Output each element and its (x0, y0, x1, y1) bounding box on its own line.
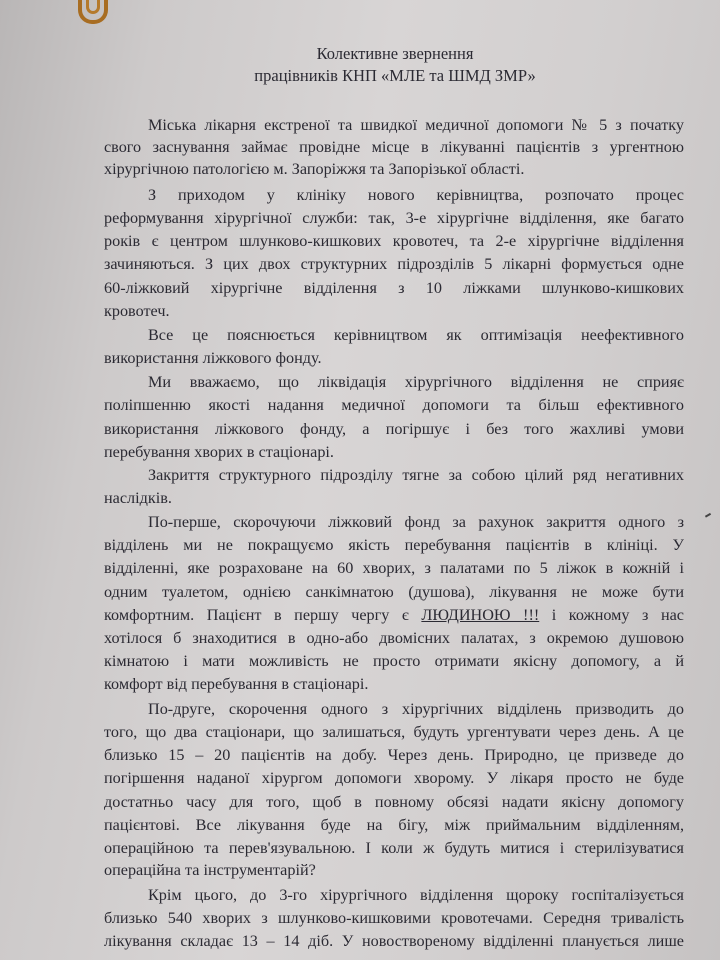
paper-clip-inner (86, 0, 100, 14)
text-line: З приходом у клініку нового керівництва, розпочато процес (148, 186, 684, 204)
underlined-word: ЛЮДИНОЮ !!! (421, 606, 540, 624)
text-line: перебування хворих в стаціонарі. (104, 443, 334, 461)
text-line: операційною та перев'язувальною. І коли ж будуть митися і стерилізуватися (104, 839, 684, 857)
text-line: відділень ми не покращуємо якість перебування пацієнтів в клініці. У (104, 536, 684, 554)
text-segment: комфортним. Пацієнт в першу чергу є (104, 606, 409, 624)
text-line: реформування хірургічної служби: так, 3-е хірургічне відділення, яке багато (104, 209, 684, 227)
text-line: достатньо часу для того, щоб в повному обсязі надати якісну допомогу (104, 793, 684, 811)
text-line: операційна та інструментарій? (104, 861, 316, 879)
text-line: одним туалетом, однією санкімнатою (душова), лікування не може бути (104, 583, 684, 601)
text-line: наслідків. (104, 489, 172, 507)
text-line: Закриття структурного підрозділу тягне за собою цілий ряд негативних (148, 466, 684, 484)
text-line: Все це пояснюється керівництвом як оптимізація неефективного (148, 326, 684, 344)
text-line: погіршення наданої хірургом допомоги хворому. У лікаря просто не буде (104, 769, 684, 787)
text-line: хірургічною патологією м. Запоріжжя та Запорізької області. (104, 160, 525, 178)
margin-mark (705, 513, 713, 521)
title-line-2: працівників КНП «МЛЕ та ШМД ЗМР» (254, 66, 536, 85)
text-line: близько 540 хворих з шлунково-кишковими кровотечами. Середня тривалість (104, 909, 684, 927)
text-line: свого заснування займає провідне місце в лікуванні пацієнтів з ургентною (104, 138, 684, 156)
text-line: використання ліжкового фонду. (104, 349, 322, 367)
text-line: близько 15 – 20 пацієнтів на добу. Через день. Природно, це призведе до (104, 746, 684, 764)
text-line: кімнатою і мати можливість не просто отримати якісну допомогу, а й (104, 652, 684, 670)
text-line: кровотеч. (104, 302, 170, 320)
text-line: комфорт від перебування в стаціонарі. (104, 675, 369, 693)
text-line: відділенні, яке розраховане на 60 хворих, з палатами по 5 ліжок в кожній і (104, 559, 684, 577)
text-line: лікування складає 13 – 14 діб. У новоствореному відділенні планується лише (104, 932, 684, 950)
text-line: використання ліжкового фонду, а погіршує і без того жахливі умови (104, 420, 684, 438)
text-line: Крім цього, до 3-го хірургічного відділення щороку госпіталізується (148, 886, 684, 904)
title-line-1: Колективне звернення (316, 44, 474, 63)
text-line: Міська лікарня екстреної та швидкої медичної допомоги № 5 з початку (148, 116, 684, 134)
text-line: По-друге, скорочення одного з хірургічних відділень призводить до (148, 700, 684, 718)
text-line: років є центром шлунково-кишкових кровотеч, та 2-е хірургічне відділення (104, 232, 684, 250)
text-line: поліпшенню якості надання медичної допомоги та більш ефективного (104, 396, 684, 414)
text-line: пацієнтові. Все лікування буде на бігу, між приймальним відділенням, (104, 816, 684, 834)
text-line: хотілося б знаходитися в одно-або двомісних палатах, з окремою душовою (104, 629, 684, 647)
text-line: зачиняються. З цих двох структурних підрозділів 5 лікарні формується одне (104, 255, 684, 273)
text-line: Ми вважаємо, що ліквідація хірургічного відділення не сприяє (148, 373, 684, 391)
text-line-emphasis (104, 604, 684, 626)
text-line: того, що два стаціонари, що залишаться, будуть ургентувати через день. А це (104, 723, 684, 741)
text-segment: і кожному з нас (551, 606, 684, 624)
text-line: 60-ліжковий хірургічне відділення з 10 ліжками шлунково-кишкових (104, 279, 684, 297)
text-line: По-перше, скорочуючи ліжковий фонд за рахунок закриття одного з (148, 513, 684, 531)
